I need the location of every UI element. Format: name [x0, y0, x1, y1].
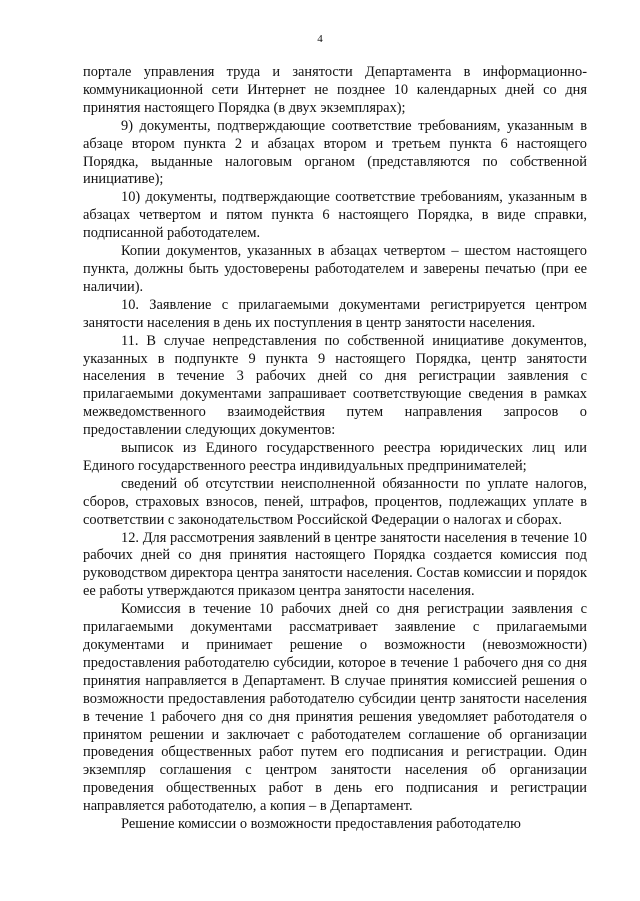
paragraph-tax-debt-info: сведений об отсутствии неисполненной обязанности по уплате налогов, сборов, страховых взносов, пеней, штрафов, процентов, подлежащих уплате в соответствии с законодательством Российской Федерации о налогах и сборах.	[83, 475, 587, 528]
page-number: 4	[317, 33, 323, 45]
paragraph-registry-extracts: выписок из Единого государственного реестра юридических лиц или Единого государственного реестра индивидуальных предпринимателей;	[83, 440, 587, 474]
paragraph-clause-12: 12. Для рассмотрения заявлений в центре занятости населения в течение 10 рабочих дней со дня принятия настоящего Порядка создается комиссия под руководством директора центра занятости населения. Состав комиссии и порядок ее работы утверждаются приказом центра занятости населения.	[83, 529, 587, 600]
document-body	[83, 64, 587, 834]
paragraph-copies-certification: Копии документов, указанных в абзацах четвертом – шестом настоящего пункта, должны быть удостоверены работодателем и заверены печатью (при ее наличии).	[83, 243, 587, 295]
paragraph-clause-11: 11. В случае непредставления по собственной инициативе документов, указанных в подпункте 9 пункта 9 настоящего Порядка, центр занятости населения в течение 3 рабочих дней со дня регистрации заявления с прилагаемыми документами запрашивает соответствующие сведения в рамках межведомственного взаимодействия путем направления запросов о предоставлении следующих документов:	[83, 332, 587, 439]
paragraph-clause-10: 10. Заявление с прилагаемыми документами регистрируется центром занятости населения в день их поступления в центр занятости населения.	[83, 296, 587, 331]
paragraph-commission-decision: Комиссия в течение 10 рабочих дней со дня регистрации заявления с прилагаемыми документами рассматривает заявление с прилагаемыми документами и принимает решение о возможности (невозможности) предоставления работодателю субсидии, которое в течение 1 рабочего дня со дня принятия направляется в Департамент. В случае принятия комиссией решения о возможности предоставления работодателю субсидии центр занятости населения в течение 1 рабочего дня со дня принятия решения уведомляет работодателя о принятом решении и заключает с работодателем соглашение об организации проведения общественных работ путем его подписания и регистрации. Один экземпляр соглашения с центром занятости населения об организации проведения общественных работ в день его подписания и регистрации направляется работодателю, а копия – в Департамент.	[83, 601, 587, 815]
paragraph-item-10: 10) документы, подтверждающие соответствие требованиям, указанным в абзацах четвертом и пятом пункта 6 настоящего Порядка, в виде справки, подписанной работодателем.	[83, 189, 587, 242]
paragraph-portal-continuation: портале управления труда и занятости Департамента в информационно-коммуникационной сети Интернет не позднее 10 календарных дней со дня принятия настоящего Порядка (в двух экземплярах);	[83, 64, 587, 116]
paragraph-commission-decision-continued: Решение комиссии о возможности предоставления работодателю	[121, 816, 521, 833]
paragraph-item-9: 9) документы, подтверждающие соответствие требованиям, указанным в абзаце втором пункта 2 и абзацах втором и третьем пункта 6 настоящего Порядка, выданные налоговым органом (представляются по собственной инициативе);	[83, 117, 587, 188]
